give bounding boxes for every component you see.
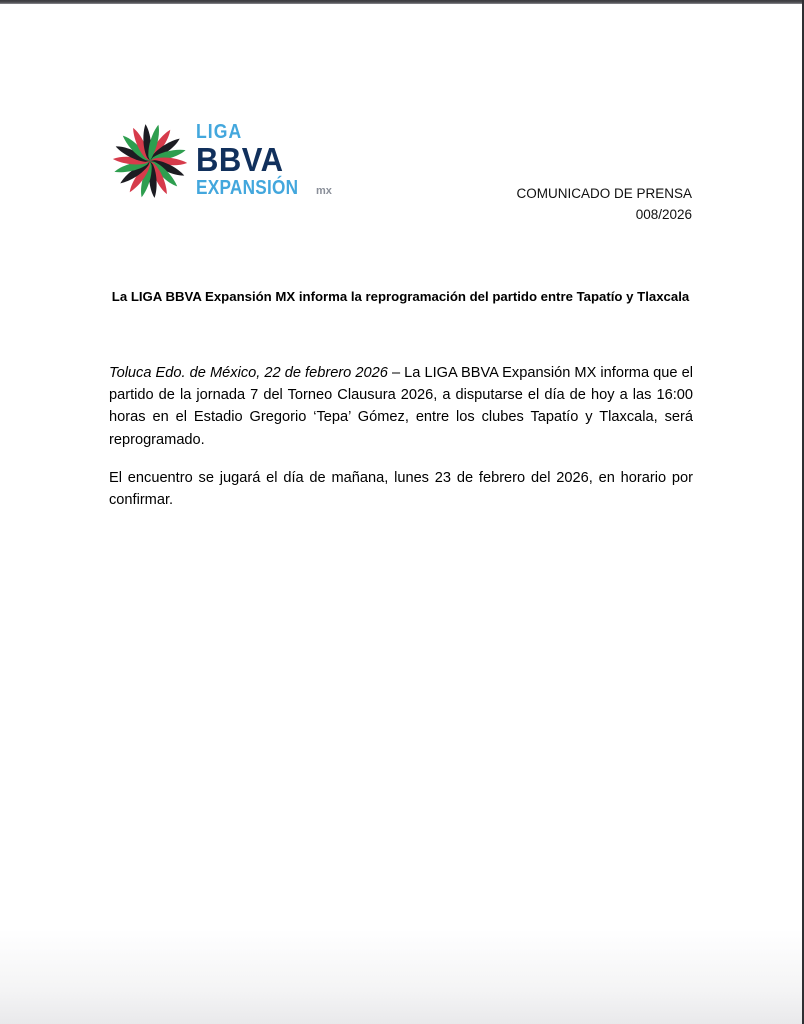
logo-text-expansion: EXPANSIÓN (196, 177, 299, 199)
pinwheel-logo-icon (111, 122, 189, 200)
body-copy (109, 362, 693, 511)
liga-bbva-expansion-logo (111, 122, 332, 200)
dateline: Toluca Edo. de México, 22 de febrero 2026 (109, 365, 388, 381)
page-title: La LIGA BBVA Expansión MX informa la reprogramación del partido entre Tapatío y Tlaxcala (111, 289, 690, 304)
dateline-separator: – (387, 365, 405, 381)
logo-text-liga: LIGA (196, 121, 243, 143)
press-release-number: 008/2026 (635, 206, 692, 222)
body-paragraph (109, 362, 693, 451)
body-paragraph (109, 467, 693, 511)
logo-expansion-row (196, 178, 332, 198)
logo-wordmark (196, 122, 332, 200)
logo-text-bbva: BBVA (196, 141, 284, 178)
masthead (109, 122, 692, 234)
document-page (0, 4, 802, 1024)
press-release-header (516, 184, 692, 226)
logo-text-mx: mx (316, 185, 332, 197)
paragraph-text: La LIGA BBVA Expansión MX informa que el partido de la jornada 7 del Torneo Clausura 2026, a disputarse el día de hoy a las 16:00 horas en el Estadio Gregorio ‘Tepa’ Gómez, entre los clubes Tapatío y Tlaxcala, será reprogramado. (109, 365, 693, 448)
paragraph-text: El encuentro se jugará el día de mañana, lunes 23 de febrero del 2026, en horario por confirmar. (109, 469, 693, 508)
press-release-kicker: COMUNICADO DE PRENSA (516, 186, 692, 201)
